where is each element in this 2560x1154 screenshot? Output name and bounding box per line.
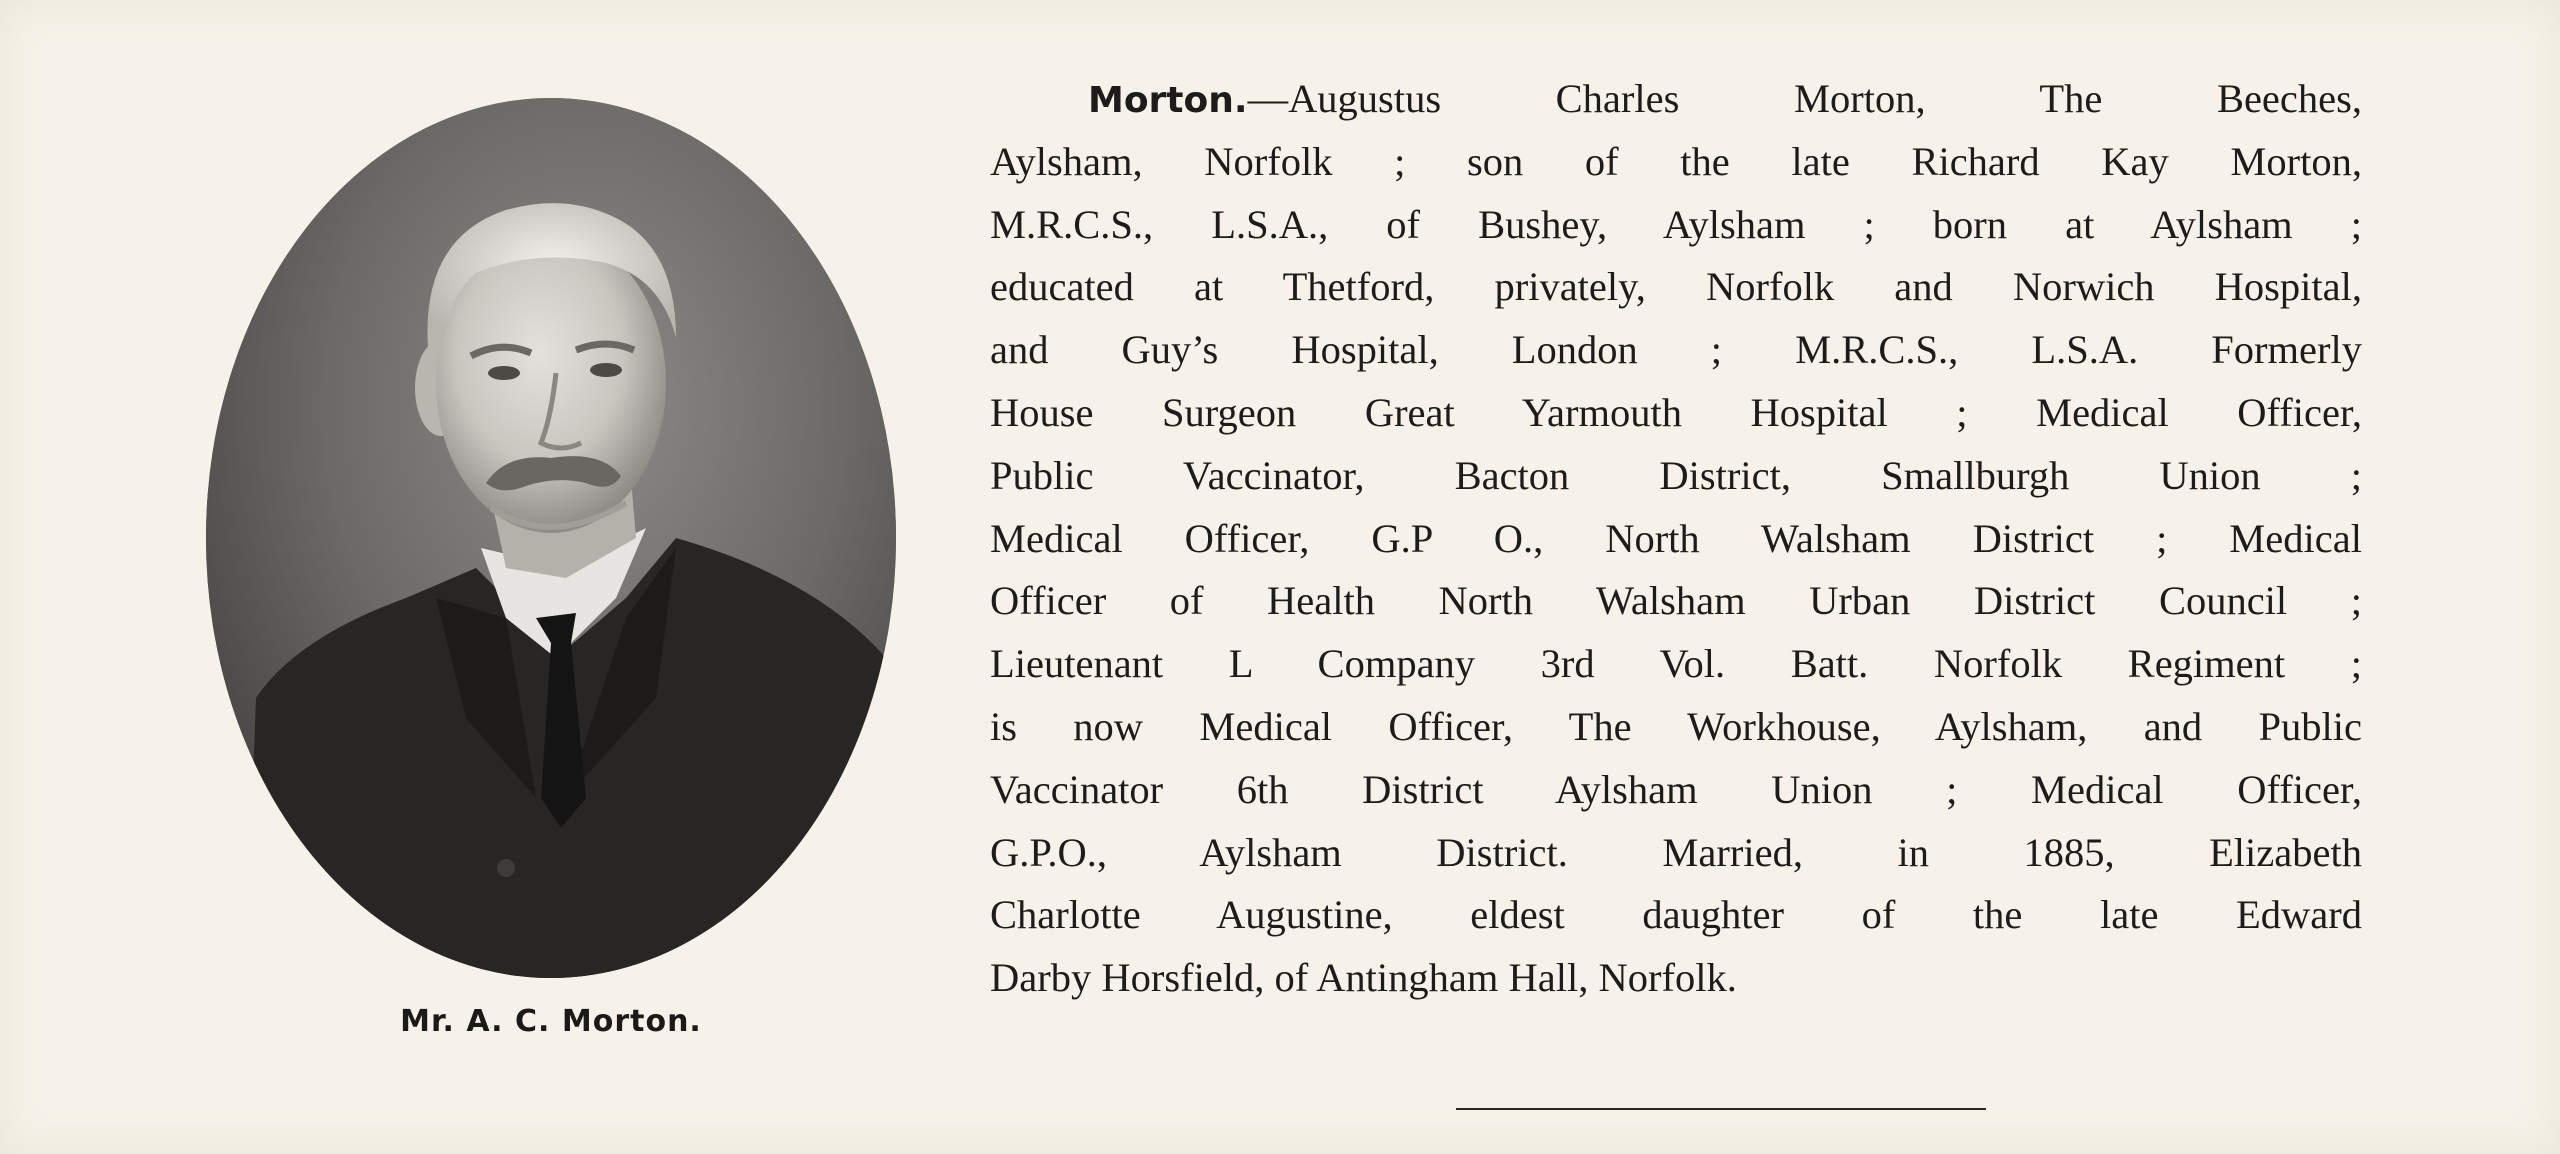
entry-line-10: Lieutenant L Company 3rd Vol. Batt. Norfolk Regiment ; — [990, 641, 2362, 687]
portrait-caption: Mr. A. C. Morton. — [400, 1004, 702, 1039]
section-divider — [1456, 1108, 1986, 1110]
entry-line-3: M.R.C.S., L.S.A., of Bushey, Aylsham ; born at Aylsham ; — [990, 201, 2362, 247]
entry-line-7: Public Vaccinator, Bacton District, Smallburgh Union ; — [990, 452, 2362, 498]
portrait-illustration — [206, 98, 896, 978]
entry-line-8: Medical Officer, G.P O., North Walsham District ; Medical — [990, 515, 2362, 561]
entry-line-15: Darby Horsfield, of Antingham Hall, Norfolk. — [990, 955, 1737, 1001]
entry-line-14: Charlotte Augustine, eldest daughter of the late Edward — [990, 892, 2362, 938]
entry-line-2: Aylsham, Norfolk ; son of the late Richard Kay Morton, — [990, 138, 2362, 184]
entry-line-6: House Surgeon Great Yarmouth Hospital ; Medical Officer, — [990, 389, 2362, 435]
entry-line-5: and Guy’s Hospital, London ; M.R.C.S., L.S.A. Formerly — [990, 327, 2362, 373]
biographical-entry — [990, 68, 2362, 1010]
entry-line-9: Officer of Health North Walsham Urban District Council ; — [990, 578, 2362, 624]
entry-line-1 — [990, 68, 2362, 131]
entry-line-13: G.P.O., Aylsham District. Married, in 1885, Elizabeth — [990, 829, 2362, 875]
entry-line-4: educated at Thetford, privately, Norfolk and Norwich Hospital, — [990, 264, 2362, 310]
entry-surname: Morton. — [1088, 80, 1248, 121]
portrait-photo — [206, 98, 896, 978]
entry-heading-text: —Augustus Charles Morton, The Beeches, — [1247, 76, 2362, 121]
entry-line-11: is now Medical Officer, The Workhouse, Aylsham, and Public — [990, 703, 2362, 749]
entry-line-12: Vaccinator 6th District Aylsham Union ; Medical Officer, — [990, 766, 2362, 812]
